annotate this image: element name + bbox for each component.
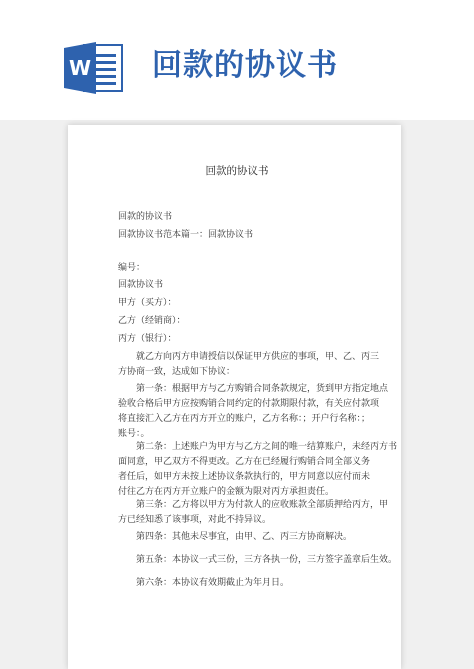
word-document-icon (64, 42, 124, 94)
doc-line: 回款协议书范本篇一：回款协议书 (118, 230, 254, 240)
paragraph-line: 方协商一致，达成如下协议： (118, 367, 236, 377)
paragraph-line: 付往乙方在丙方开立账户的金额为限对丙方承担责任。 (118, 487, 335, 497)
paragraph (118, 440, 398, 500)
paragraph (118, 576, 372, 591)
paragraph (118, 498, 389, 528)
paragraph-line: 第一条：根据甲方与乙方购销合同条款规定，货到甲方指定地点 (136, 384, 389, 394)
doc-line: 回款协议书 (118, 280, 164, 290)
paragraph-line: 第六条：本协议有效期截止为年月日。 (136, 578, 290, 588)
paragraph-line: 第三条：乙方将以甲方为付款人的应收账款全部质押给丙方，甲 (136, 500, 389, 510)
doc-line: 编号： (118, 263, 146, 273)
doc-line: 甲方（买方）： (118, 298, 177, 308)
paragraph-line: 就乙方向丙方申请授信以保证甲方供应的事项，甲、乙、丙三 (136, 352, 380, 362)
banner-title: 回款的协议书 (152, 48, 338, 83)
document-title: 回款的协议书 (205, 165, 269, 177)
paragraph-line: 方已经知悉了该事项，对此不持异议。 (118, 515, 272, 525)
paragraph-line: 将直接汇入乙方在丙方开立的账户，乙方名称：；开户行名称：； (118, 414, 371, 424)
paragraph-line: 账号：。 (118, 429, 150, 439)
paragraph-line: 者任后，如甲方未按上述协议条款执行的，甲方同意以应付而未 (118, 472, 371, 482)
paragraph (118, 553, 398, 568)
paragraph (118, 530, 372, 545)
paragraph-line: 第四条：其他未尽事宜，由甲、乙、丙三方协商解决。 (136, 532, 353, 542)
paragraph-line: 第二条：上述账户为甲方与乙方之间的唯一结算账户，未经丙方书 (136, 442, 398, 452)
paragraph (118, 350, 380, 380)
paragraph-line: 面同意，甲乙双方不得更改。乙方在已经履行购销合同全部义务 (118, 457, 371, 467)
doc-line: 回款的协议书 (118, 212, 173, 222)
doc-line: 乙方（经销商）： (118, 316, 186, 326)
word-logo-letter: W (68, 56, 92, 80)
doc-line: 丙方（银行）： (118, 334, 177, 344)
paragraph (118, 382, 389, 442)
paragraph-line: 第五条：本协议一式三份，三方各执一份，三方签字盖章后生效。 (136, 555, 398, 565)
banner (0, 0, 474, 140)
paragraph-line: 验收合格后甲方应按购销合同约定的付款期限付款，有关应付款项 (118, 399, 380, 409)
